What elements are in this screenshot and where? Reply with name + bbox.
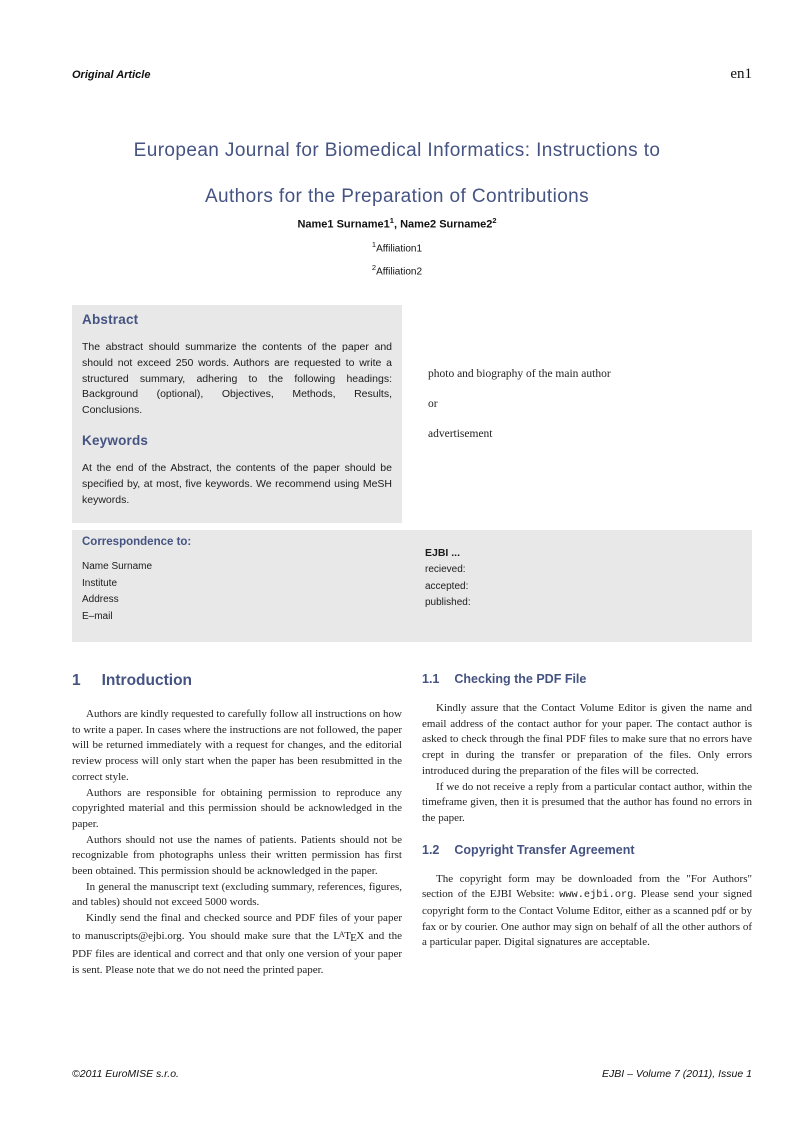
- page-header: [72, 66, 752, 83]
- section-1-1-heading: [422, 672, 752, 686]
- latex-logo-x: X: [356, 930, 365, 943]
- author2-name: Name2 Surname2: [400, 218, 493, 231]
- left-column: [72, 672, 402, 979]
- photo-note-line2: or: [428, 398, 438, 410]
- correspondence-institute: Institute: [82, 577, 118, 589]
- section-1-2-title: Copyright Transfer Agreement: [454, 842, 635, 857]
- correspondence-heading: Correspondence to:: [82, 536, 192, 548]
- keywords-heading: Keywords: [82, 432, 149, 448]
- copyright-paragraph-1: [422, 872, 752, 952]
- intro-paragraph-1: Authors are kindly requested to carefully follow all instructions on how to write a paper. In cases where the instructions are not followed, the paper will be returned immediately with a request for changes, and the editorial review process will only start when the paper has been resubmitted in the correct style.: [72, 708, 402, 783]
- page-code: en1: [730, 66, 752, 82]
- journal-label: EJBI ...: [425, 547, 461, 559]
- affiliation1: [40, 240, 754, 254]
- section-1-heading: [72, 672, 402, 690]
- pdf-paragraph-2: If we do not receive a reply from a particular contact author, within the timeframe given, then it is presumed that the author has found no errors in the paper.: [422, 780, 752, 824]
- affiliation2: [40, 263, 754, 277]
- footer-copyright: ©2011 EuroMISE s.r.o.: [72, 1068, 179, 1080]
- intro-paragraph-5-text2: and the PDF files are identical and correct and that only one version of your paper is sent. Please note that we do not need the printed paper.: [72, 930, 402, 976]
- copyright-paragraph-text2: . Please send your signed copyright form to the Contact Volume Editor, either as a scanned pdf or by fax or by courier. One author may sign on behalf of all the other authors of a particular paper. Digital signatures are acceptable.: [422, 888, 752, 949]
- pdf-paragraph-1: Kindly assure that the Contact Volume Editor is given the name and email address of the contact author for your paper. The contact author is asked to check through the final PDF files to make sure that no errors have crept in during the transfer or preparation of the files. Only errors introduced during the preparation of the files will be corrected.: [422, 702, 752, 777]
- abstract-heading: Abstract: [82, 312, 139, 327]
- footer-journal-info: EJBI – Volume 7 (2011), Issue 1: [602, 1068, 752, 1080]
- intro-paragraph-4: In general the manuscript text (excluding summary, references, figures, and tables) should not exceed 5000 words.: [72, 880, 402, 909]
- journal-dates-block: [425, 547, 471, 614]
- intro-paragraph-2: Authors are responsible for obtaining permission to reproduce any copyrighted material and this permission should be acknowledged in the paper.: [72, 786, 402, 830]
- author-block: [40, 216, 754, 277]
- author2-affiliation-mark: 2: [492, 216, 497, 225]
- intro-paragraph-5: [72, 911, 402, 978]
- section-1-1-number: 1.1: [422, 672, 440, 686]
- section-1-number: 1: [72, 672, 81, 689]
- abstract-box: [72, 305, 402, 523]
- copyright-paragraph-text1: The copyright form may be downloaded from the "For Authors" section of the EJBI Website:: [422, 872, 752, 901]
- affiliation2-mark: 2: [371, 262, 377, 272]
- section-1-2-number: 1.2: [422, 842, 440, 857]
- latex-logo-t: T: [344, 930, 351, 943]
- correspondence-name: Name Surname: [82, 561, 153, 572]
- author1-affiliation-mark: 1: [389, 216, 394, 225]
- correspondence-email: E–mail: [82, 610, 113, 622]
- author-separator: ,: [393, 218, 401, 231]
- correspondence-details: [82, 561, 742, 622]
- paper-title: [40, 128, 754, 220]
- intro-paragraph-5-text1: Kindly send the final and checked source and PDF files of your paper to manuscripts@ejbi.org. You should make sure that the: [72, 912, 402, 943]
- article-type-label: Original Article: [72, 69, 151, 81]
- latex-logo-e: E: [350, 932, 357, 945]
- section-1-2-heading: [422, 843, 752, 857]
- section-1-2-body: [422, 872, 752, 952]
- affiliation1-name: Affiliation1: [376, 242, 423, 254]
- section-1-1-title: Checking the PDF File: [454, 672, 587, 686]
- published-label: published:: [425, 597, 471, 608]
- abstract-text: The abstract should summarize the contents of the paper and should not exceed 250 words. Authors are requested to write a structured summary, adhering to the following headings: Background (optional), Objectives, Methods, Results, Conclusions.: [82, 341, 392, 417]
- affiliation1-mark: 1: [371, 239, 377, 249]
- affiliation2-name: Affiliation2: [376, 266, 423, 278]
- latex-logo: [333, 929, 365, 945]
- author1-name: Name1 Surname1: [297, 218, 390, 231]
- correspondence-box: [72, 530, 752, 642]
- paper-title-line1: European Journal for Biomedical Informatics: Instructions to: [133, 140, 661, 161]
- keywords-text: At the end of the Abstract, the contents of the paper should be specified by, at most, five keywords. We recommend using MeSH keywords.: [82, 461, 392, 506]
- paper-title-line2: Authors for the Preparation of Contributions: [204, 186, 590, 207]
- author-names: [40, 216, 754, 231]
- page-footer: [72, 1068, 752, 1080]
- accepted-label: accepted:: [425, 580, 469, 592]
- correspondence-address: Address: [82, 594, 119, 605]
- right-column: [422, 672, 752, 951]
- photo-note-line3: advertisement: [428, 428, 493, 440]
- photo-note-line1: photo and biography of the main author: [428, 368, 611, 380]
- ejbi-website-url: www.ejbi.org: [559, 889, 634, 902]
- intro-paragraph-3: Authors should not use the names of patients. Patients should not be recognizable from photographs unless their written permission has first been obtained. This permission should be acknowledged in the paper.: [72, 833, 402, 878]
- section-1-title: Introduction: [101, 672, 193, 689]
- section-1-body: [72, 707, 402, 979]
- latex-logo-l: L: [333, 930, 340, 943]
- latex-logo-a: A: [339, 929, 345, 939]
- section-1-1-body: [422, 701, 752, 827]
- photo-biography-note: [428, 368, 752, 458]
- received-label: recieved:: [425, 564, 466, 575]
